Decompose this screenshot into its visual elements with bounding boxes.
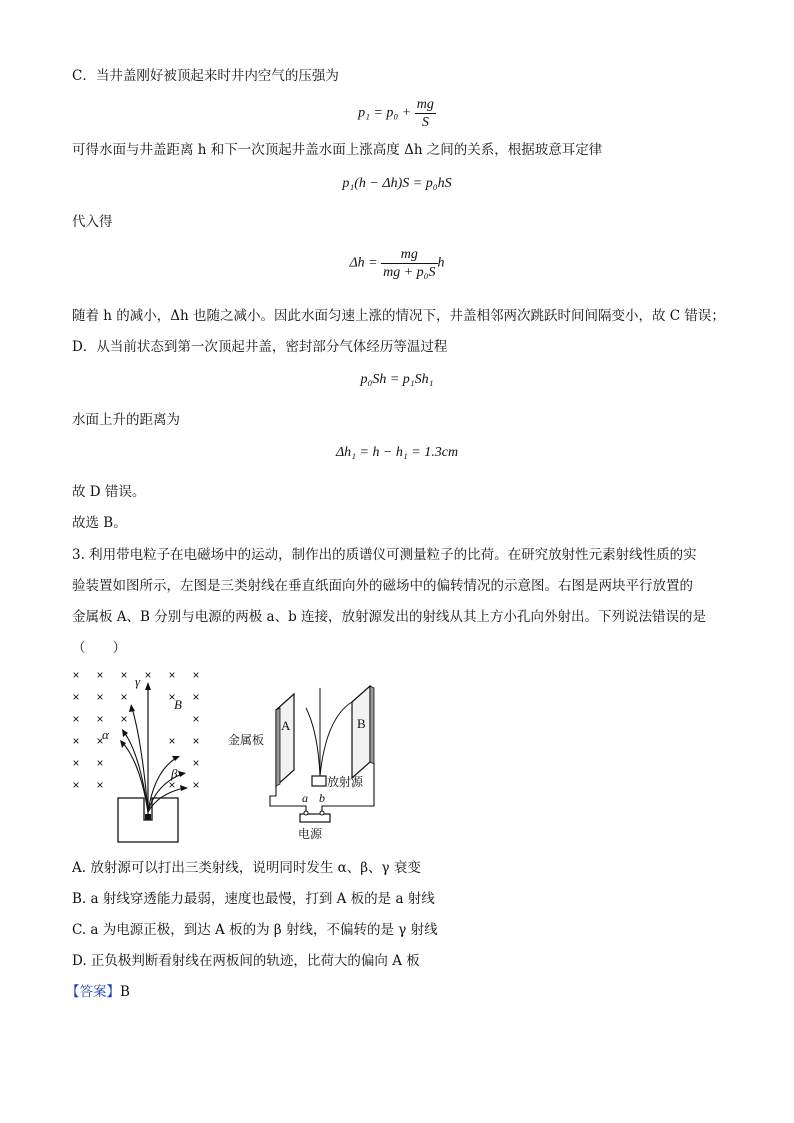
fraction-numerator: mg — [416, 97, 434, 112]
cross-mark: × — [72, 712, 80, 726]
equation-3-fraction — [381, 246, 437, 281]
text-line: C．当井盖刚好被顶起来时井内空气的压强为 — [72, 68, 339, 84]
answer-value: B — [120, 984, 130, 1000]
cross-mark: × — [192, 734, 200, 748]
cross-mark: × — [168, 734, 176, 748]
answer-tag: 【答案】 — [66, 984, 120, 1000]
option-B: B. a 射线穿透能力最弱，速度也最慢，打到 A 板的是 a 射线 — [72, 891, 435, 907]
metal-plates-figure — [226, 672, 396, 844]
cross-mark: × — [168, 690, 176, 704]
plate-B-label: B — [357, 716, 366, 731]
radioactive-sample — [145, 814, 151, 820]
cross-mark: × — [96, 756, 104, 770]
answer-line — [66, 982, 130, 1002]
cross-mark: × — [72, 756, 80, 770]
power-supply — [300, 814, 330, 822]
cross-mark: × — [192, 668, 200, 682]
text-line: 可得水面与井盖距离 h 和下一次顶起井盖水面上涨高度 Δh 之间的关系，根据玻意耳定律 — [72, 142, 603, 158]
cross-mark: × — [96, 690, 104, 704]
terminal-b-label: b — [319, 791, 325, 805]
magnetic-field-figure — [66, 662, 216, 850]
text-line: 故选 B。 — [72, 515, 127, 531]
cross-mark: × — [144, 668, 152, 682]
fraction-numerator: mg — [400, 247, 418, 262]
plate-B — [352, 686, 370, 778]
equation-1-left: p₁ = p₀ + — [358, 105, 415, 121]
fraction-denominator: S — [415, 113, 436, 131]
terminal-a-label: a — [302, 791, 308, 805]
cross-mark: × — [192, 756, 200, 770]
cross-mark: × — [192, 778, 200, 792]
power-label: 电源 — [298, 827, 323, 841]
cross-mark: × — [72, 734, 80, 748]
text-line: 水面上升的距离为 — [72, 412, 180, 428]
equation-5: Δh₁ = h − h₁ = 1.3cm — [335, 445, 459, 460]
text-line: 随着 h 的减小，Δh 也随之减小。因此水面匀速上涨的情况下，井盖相邻两次跳跃时间间隔变小，故 C 错误； — [72, 308, 725, 324]
cross-mark: × — [192, 690, 200, 704]
source-label: 放射源 — [327, 775, 364, 789]
equation-3-right: h — [437, 255, 445, 271]
fraction-denominator: mg + p₀S — [383, 265, 436, 280]
plate-A-label: A — [281, 718, 291, 733]
option-A: A. 放射源可以打出三类射线，说明同时发生 α、β、γ 衰变 — [72, 860, 421, 876]
option-C: C. a 为电源正极，到达 A 板的为 β 射线，不偏转的是 γ 射线 — [72, 922, 438, 938]
equation-3 — [0, 246, 794, 281]
cross-mark: × — [96, 778, 104, 792]
cross-mark: × — [96, 712, 104, 726]
alpha-label: α — [102, 727, 109, 742]
equation-1-fraction — [415, 96, 436, 131]
deflected-ray — [320, 702, 352, 776]
field-B-label: B — [174, 697, 182, 712]
equation-3-left: Δh = — [349, 255, 382, 271]
question-3-line: 3. 利用带电粒子在电磁场中的运动，制作出的质谱仪可测量粒子的比荷。在研究放射性元素射线性质的实 — [72, 547, 697, 563]
question-3-line: 金属板 A、B 分别与电源的两极 a、b 连接，放射源发出的射线从其上方小孔向外射出。下列说法错误的是 — [72, 609, 707, 625]
question-3-line: （ ） — [72, 640, 126, 656]
cross-mark: × — [72, 778, 80, 792]
cross-mark: × — [120, 712, 128, 726]
gamma-label: γ — [135, 674, 141, 689]
beta-label: β — [171, 766, 178, 781]
metal-plate-label: 金属板 — [228, 733, 265, 747]
cross-mark: × — [120, 668, 128, 682]
text-line: 代入得 — [72, 214, 113, 230]
cross-mark: × — [192, 712, 200, 726]
cross-mark: × — [72, 668, 80, 682]
equation-1 — [0, 96, 794, 131]
text-line: D．从当前状态到第一次顶起井盖，密封部分气体经历等温过程 — [72, 339, 448, 355]
cross-mark: × — [168, 778, 176, 792]
wire-a — [270, 796, 306, 814]
cross-mark: × — [96, 734, 104, 748]
option-D: D. 正负极判断看射线在两板间的轨迹，比荷大的偏向 A 板 — [72, 953, 420, 969]
text-line: 故 D 错误。 — [72, 484, 146, 500]
wire-b — [322, 764, 374, 814]
cross-mark: × — [96, 668, 104, 682]
equation-2: p₁(h − Δh)S = p₀hS — [342, 176, 452, 191]
equation-4: p₀Sh = p₁Sh₁ — [360, 372, 434, 387]
deflected-ray — [306, 708, 320, 776]
cross-mark: × — [72, 690, 80, 704]
cross-mark: × — [120, 690, 128, 704]
question-3-line: 验装置如图所示，左图是三类射线在垂直纸面向外的磁场中的偏转情况的示意图。右图是两块平行放置的 — [72, 578, 693, 594]
cross-mark: × — [168, 668, 176, 682]
radioactive-source — [312, 776, 326, 786]
